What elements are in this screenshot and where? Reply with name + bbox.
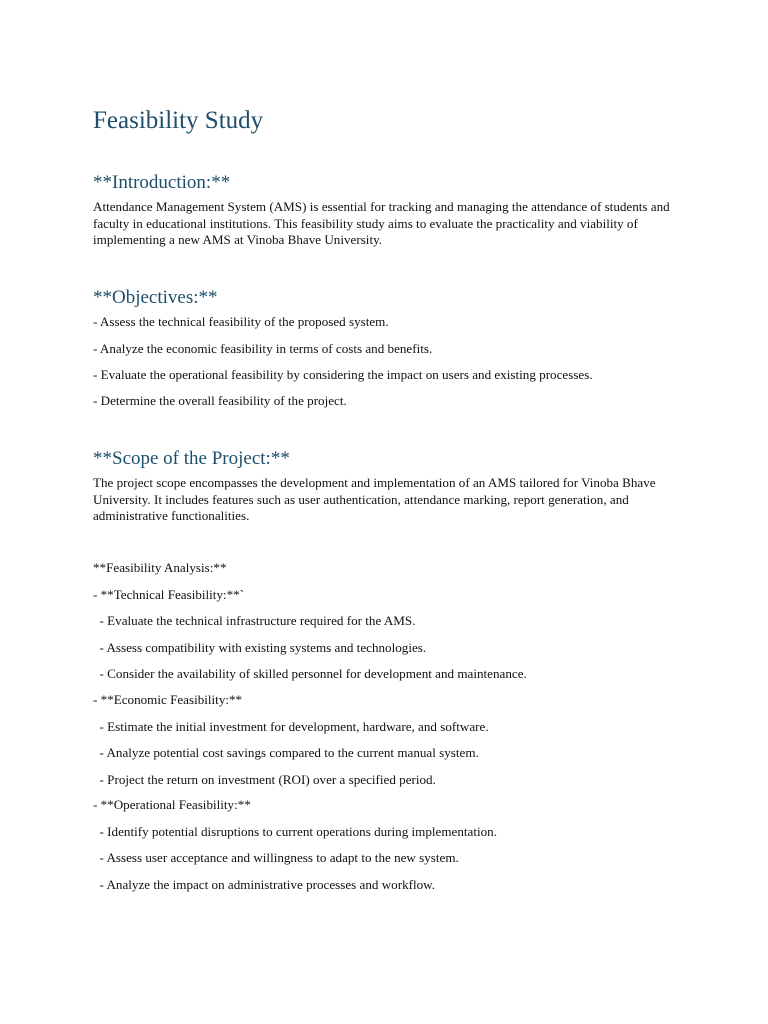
objective-item: - Determine the overall feasibility of the project. [93,393,347,408]
objective-item: - Analyze the economic feasibility in terms of costs and benefits. [93,341,433,356]
operational-item: - Assess user acceptance and willingness to adapt to the new system. [93,850,459,865]
feasibility-analysis-heading: **Feasibility Analysis:** [93,560,227,575]
economic-item: - Project the return on investment (ROI) over a specified period. [93,772,436,787]
economic-item: - Estimate the initial investment for development, hardware, and software. [93,719,489,734]
operational-feasibility-label: - **Operational Feasibility:** [93,797,251,812]
technical-feasibility-label: - **Technical Feasibility:**` [93,587,245,602]
document-title: Feasibility Study [93,107,264,134]
economic-feasibility-label: - **Economic Feasibility:** [93,692,243,707]
scope-heading: **Scope of the Project:** [93,448,290,469]
scope-paragraph: The project scope encompasses the development and implementation of an AMS tailored for Vinoba Bhave University. It includes features such as user authentication, attendance marking, report generation, and administrative functionalities. [93,475,656,524]
technical-item: - Consider the availability of skilled personnel for development and maintenance. [93,666,527,681]
objectives-heading: **Objectives:** [93,287,218,308]
operational-item: - Identify potential disruptions to current operations during implementation. [93,824,498,839]
economic-item: - Analyze potential cost savings compared to the current manual system. [93,745,479,760]
introduction-heading: **Introduction:** [93,172,231,193]
technical-item: - Assess compatibility with existing systems and technologies. [93,640,427,655]
introduction-paragraph: Attendance Management System (AMS) is essential for tracking and managing the attendance of students and faculty in educational institutions. This feasibility study aims to evaluate the practicality and viability of implementing a new AMS at Vinoba Bhave University. [93,199,670,248]
technical-item: - Evaluate the technical infrastructure required for the AMS. [93,613,416,628]
operational-item: - Analyze the impact on administrative processes and workflow. [93,877,436,892]
objective-item: - Assess the technical feasibility of the proposed system. [93,314,389,329]
objective-item: - Evaluate the operational feasibility by considering the impact on users and existing processes. [93,367,593,382]
